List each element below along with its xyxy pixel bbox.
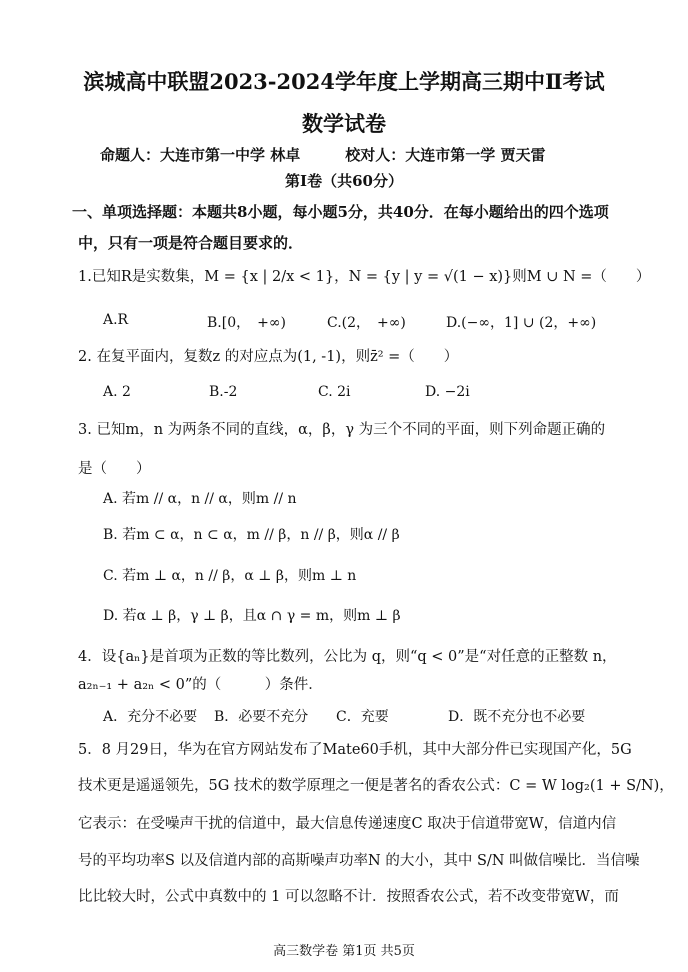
question-2-option-a: A. 2 [103, 384, 131, 400]
question-2-stem: 2. 在复平面内，复数z 的对应点为(1, -1)，则z̄² =（ ） [78, 349, 459, 365]
question-1-stem: 1.已知R是实数集，M = {x | 2/x < 1}，N = {y | y = √(1 − x)}则M ∪ N =（ ） [78, 269, 651, 285]
question-5-line1: 5．8 月29日，华为在官方网站发布了Mate60手机，其中大部分件已实现国产化，5G [78, 742, 632, 758]
question-4-stem-line2: a₂ₙ₋₁ + a₂ₙ < 0”的（ ）条件． [78, 677, 323, 693]
question-4-option-d: D．既不充分也不必要 [448, 709, 586, 725]
question-4-option-c: C．充要 [336, 709, 389, 725]
question-3-stem-line2: 是（ ） [78, 461, 151, 477]
exam-subtitle: 数学试卷 [302, 111, 386, 136]
section-instructions-line1: 一、单项选择题：本题共8小题，每小题5分，共40分．在每小题给出的四个选项 [72, 203, 609, 221]
question-1-option-a: A.R [103, 312, 129, 328]
section-instructions-line2: 中，只有一项是符合题目要求的． [78, 234, 304, 252]
question-3-option-a: A. 若m // α，n // α，则m // n [103, 491, 297, 507]
question-2-option-d: D. −2i [425, 384, 470, 400]
question-5-line3: 它表示：在受噪声干扰的信道中，最大信息传递速度C 取决于信道带宽W，信道内信 [78, 816, 617, 832]
page-footer: 高三数学卷 第1页 共5页 [273, 944, 415, 959]
question-5-line2: 技术更是遥遥领先，5G 技术的数学原理之一便是著名的香农公式：C = W log₂(1 + S/N)， [78, 778, 674, 794]
question-2-option-c: C. 2i [318, 384, 351, 400]
exam-title: 滨城高中联盟2023-2024学年度上学期高三期中Ⅱ考试 [83, 69, 605, 94]
question-2-option-b: B.-2 [209, 384, 238, 400]
question-3-option-b: B. 若m ⊂ α，n ⊂ α，m // β，n // β，则α // β [103, 527, 400, 543]
volume-heading: 第Ⅰ卷（共60分） [285, 172, 403, 190]
question-4-stem-line1: 4．设{aₙ}是首项为正数的等比数列，公比为 q，则“q < 0”是“对任意的正整数 n， [78, 649, 617, 665]
question-1-option-d: D.(−∞，1] ∪ (2，+∞) [446, 315, 597, 331]
question-5-line5: 比比较大时，公式中真数中的 1 可以忽略不计．按照香农公式，若不改变带宽W，而 [78, 889, 619, 905]
question-4-option-b: B．必要不充分 [214, 709, 309, 725]
author-line: 命题人：大连市第一中学 林卓 校对人：大连市第一学 贾天雷 [100, 146, 546, 164]
question-1-option-c: C.(2， +∞) [327, 315, 406, 331]
question-5-line4: 号的平均功率S 以及信道内部的高斯噪声功率N 的大小，其中 S/N 叫做信噪比．当信噪 [78, 853, 640, 869]
question-4-option-a: A．充分不必要 [103, 709, 198, 725]
question-1-option-b: B.[0， +∞) [207, 315, 286, 331]
question-3-option-d: D. 若α ⊥ β，γ ⊥ β，且α ∩ γ = m，则m ⊥ β [103, 608, 401, 624]
question-3-option-c: C. 若m ⊥ α，n // β，α ⊥ β，则m ⊥ n [103, 568, 357, 584]
question-3-stem-line1: 3. 已知m，n 为两条不同的直线，α，β，γ 为三个不同的平面，则下列命题正确的 [78, 422, 606, 438]
